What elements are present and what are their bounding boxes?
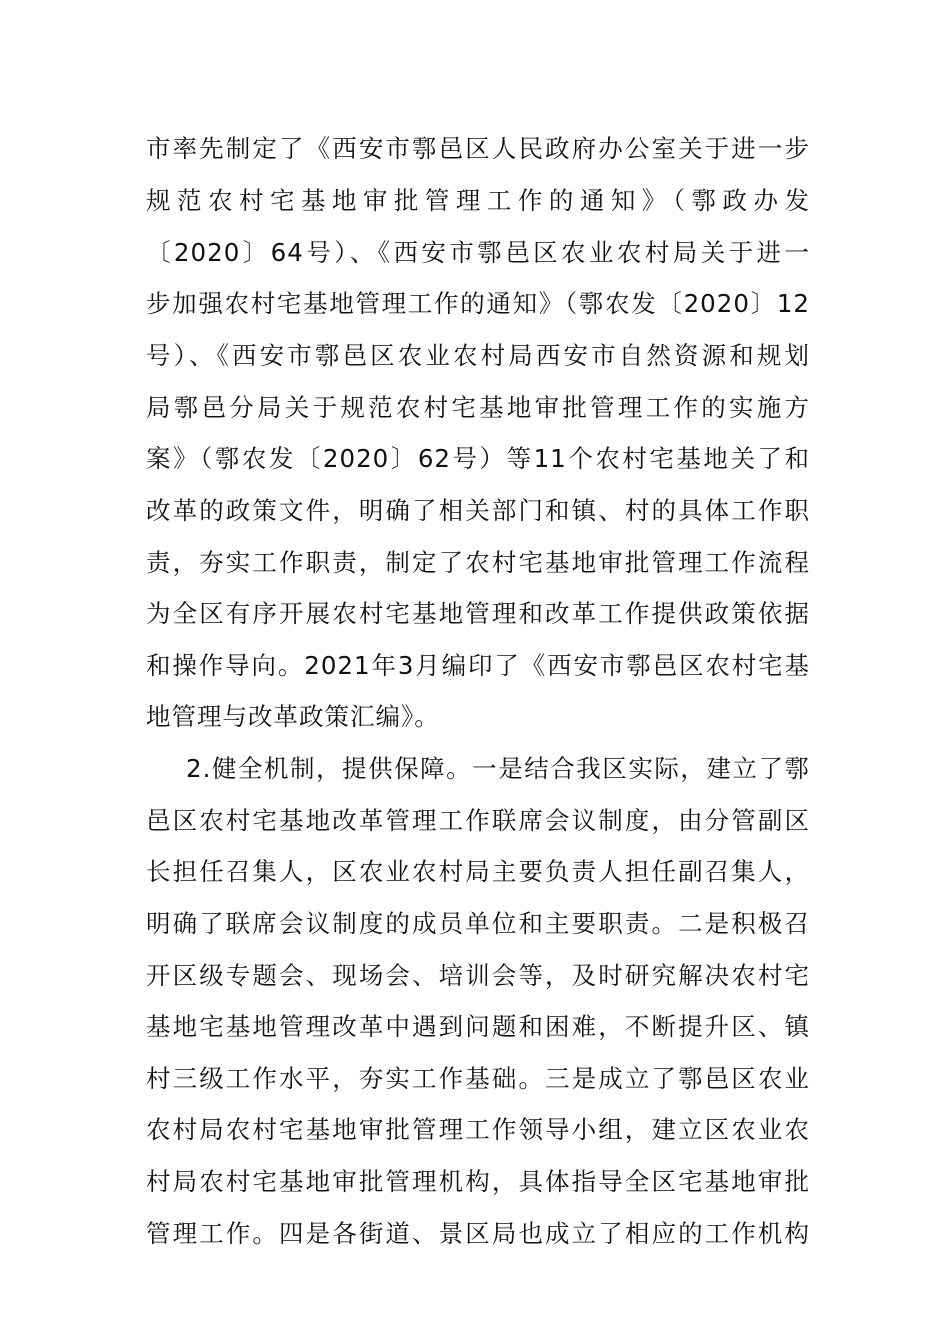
text-line: 长担任召集人，区农业农村局主要负责人担任副召集人，	[146, 857, 810, 886]
paragraph-end-line: 地管理与改革政策汇编》。	[146, 702, 440, 731]
text-line: 明确了联席会议制度的成员单位和主要职责。二是积极召	[146, 909, 810, 938]
text-line: 村三级工作水平，夯实工作基础。三是成立了鄠邑区农业	[146, 1064, 810, 1093]
text-line: 邑区农村宅基地改革管理工作联席会议制度，由分管副区	[146, 806, 810, 835]
text-line: 农村局农村宅基地审批管理工作领导小组，建立区农业农	[146, 1115, 810, 1144]
text-line: 案》（鄠农发〔2020〕62号）等11个农村宅基地关了和	[146, 444, 810, 473]
text-line: 管理工作。四是各街道、景区局也成立了相应的工作机构	[146, 1219, 810, 1248]
text-line: 责，夯实工作职责，制定了农村宅基地审批管理工作流程	[146, 548, 810, 577]
text-line: 为全区有序开展农村宅基地管理和改革工作提供政策依据	[146, 599, 810, 628]
text-line: 局鄠邑分局关于规范农村宅基地审批管理工作的实施方	[146, 393, 810, 422]
text-line: 市率先制定了《西安市鄠邑区人民政府办公室关于进一步	[146, 134, 810, 163]
text-line: 开区级专题会、现场会、培训会等，及时研究解决农村宅	[146, 961, 810, 990]
text-line: 基地宅基地管理改革中遇到问题和困难，不断提升区、镇	[146, 1012, 810, 1041]
text-line: 规范农村宅基地审批管理工作的通知》（鄠政办发	[146, 186, 810, 215]
paragraph-first-line: 2.健全机制，提供保障。一是结合我区实际，建立了鄠	[186, 754, 810, 783]
text-line: 改革的政策文件，明确了相关部门和镇、村的具体工作职	[146, 496, 810, 525]
text-line: 村局农村宅基地审批管理机构，具体指导全区宅基地审批	[146, 1167, 810, 1196]
text-line: 〔2020〕64号）、《西安市鄠邑区农业农村局关于进一	[146, 238, 810, 267]
text-line: 和操作导向。2021年3月编印了《西安市鄠邑区农村宅基	[146, 651, 810, 680]
text-line: 步加强农村宅基地管理工作的通知》（鄠农发〔2020〕12	[146, 289, 810, 318]
text-line: 号）、《西安市鄠邑区农业农村局西安市自然资源和规划	[146, 341, 810, 370]
